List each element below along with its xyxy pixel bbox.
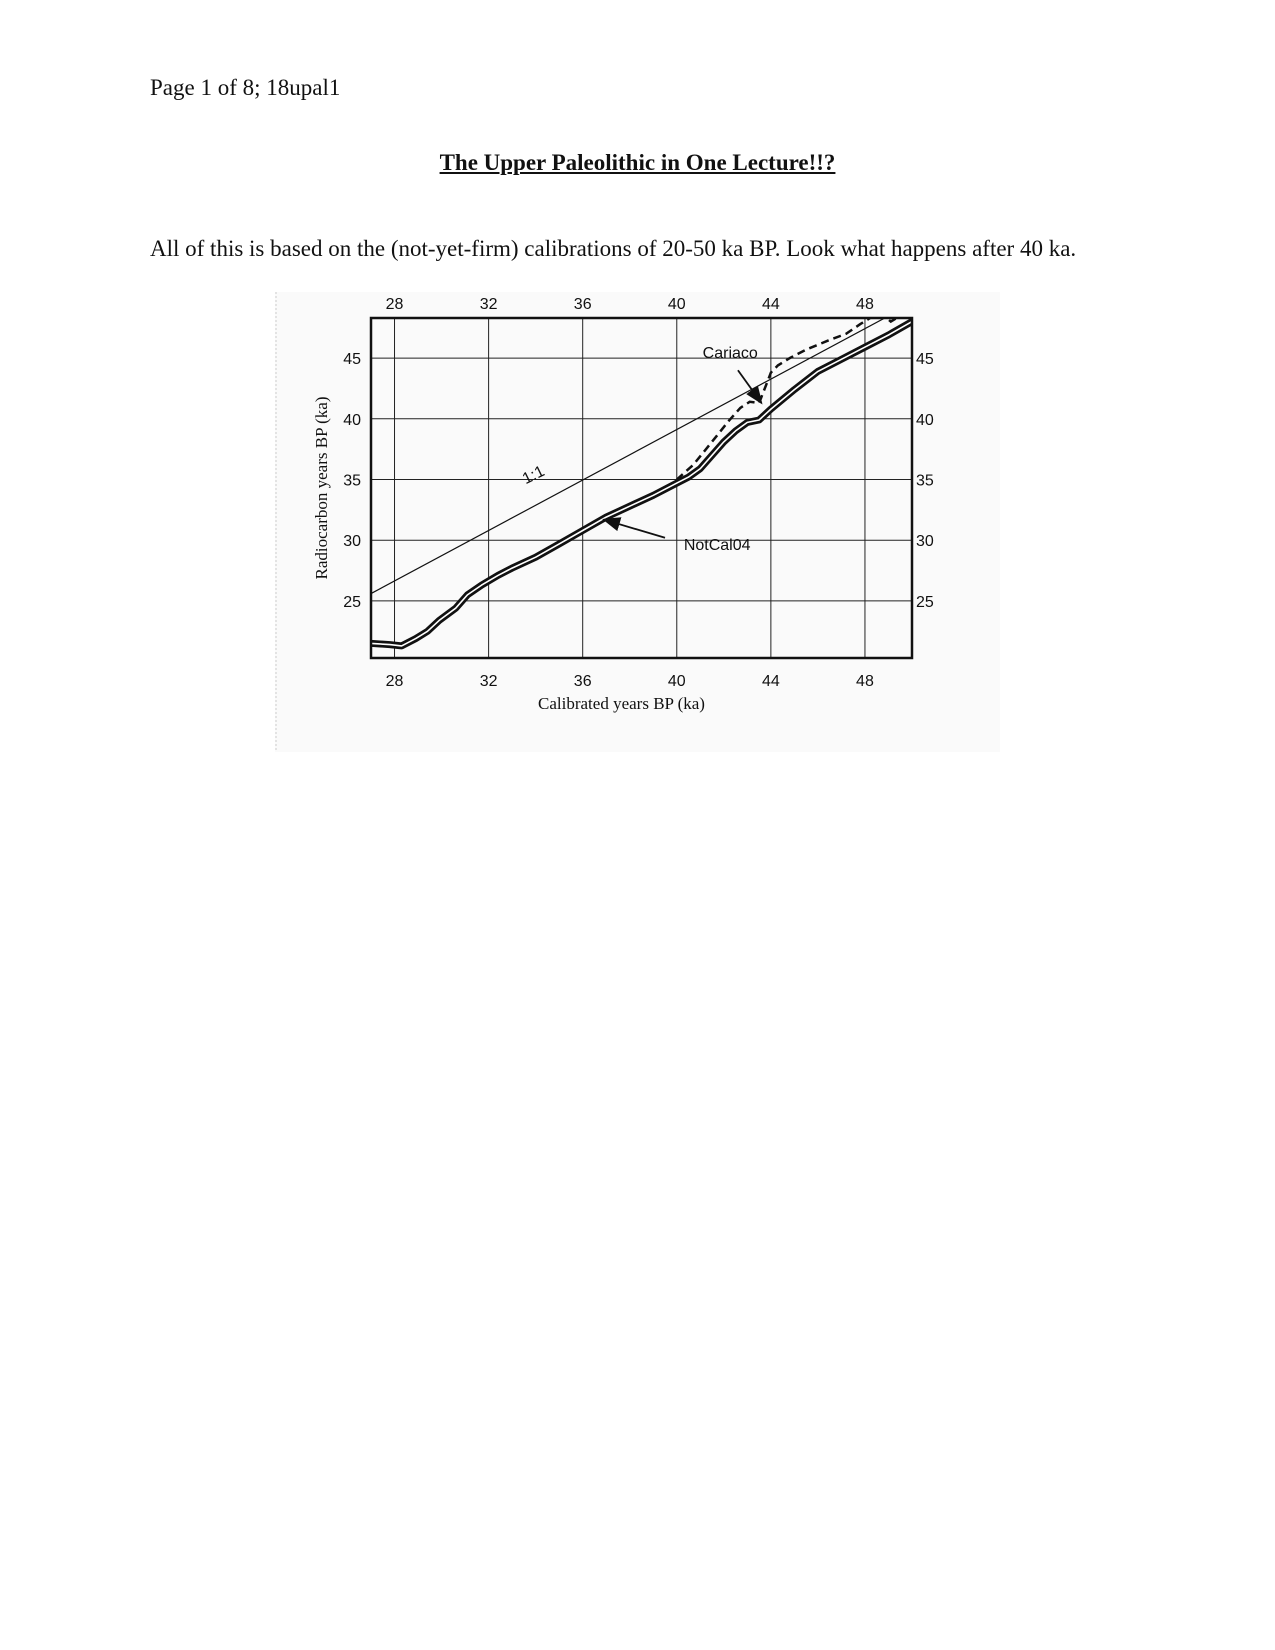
x-tick-label-top: 36 — [573, 296, 592, 313]
annotation-label-cariaco: Cariaco — [702, 345, 758, 363]
page-header: Page 1 of 8; 18upal1 — [150, 75, 341, 100]
calibration-chart — [275, 292, 1000, 752]
x-tick-label-top: 48 — [856, 296, 874, 313]
y-tick-label-right: 45 — [916, 351, 934, 369]
y-tick-label-right: 40 — [916, 411, 934, 429]
page-title: The Upper Paleolithic in One Lecture!!? — [439, 150, 836, 175]
annotation-label-notcal04: NotCal04 — [683, 536, 751, 554]
y-tick-label-right: 35 — [916, 472, 934, 490]
y-tick-label-left: 30 — [343, 533, 361, 551]
x-tick-label-top: 44 — [761, 296, 780, 313]
y-tick-label-left: 40 — [343, 411, 361, 429]
annotation-label-1-1: 1:1 — [519, 462, 548, 488]
y-tick-label-left: 45 — [343, 351, 361, 369]
x-axis-label: Calibrated years BP (ka) — [538, 694, 705, 713]
x-tick-label-bottom: 32 — [479, 673, 498, 690]
x-tick-label-top: 28 — [385, 296, 404, 313]
y-tick-label-left: 35 — [343, 472, 361, 490]
intro-paragraph: All of this is based on the (not-yet-firm) calibrations of 20-50 ka BP. Look what happens after 40 ka. — [150, 236, 1077, 261]
x-tick-label-bottom: 44 — [761, 673, 780, 690]
x-tick-label-top: 32 — [479, 296, 498, 313]
y-tick-label-right: 30 — [916, 533, 934, 551]
y-tick-label-right: 25 — [916, 593, 934, 611]
y-tick-label-left: 25 — [343, 593, 361, 611]
x-tick-label-top: 40 — [667, 296, 686, 313]
x-tick-label-bottom: 36 — [573, 673, 592, 690]
calibration-chart-svg — [275, 292, 1000, 752]
x-tick-label-bottom: 40 — [667, 673, 686, 690]
chart-background — [275, 292, 1000, 752]
y-axis-label: Radiocarbon years BP (ka) — [312, 396, 331, 580]
x-tick-label-bottom: 48 — [856, 673, 874, 690]
x-tick-label-bottom: 28 — [385, 673, 404, 690]
